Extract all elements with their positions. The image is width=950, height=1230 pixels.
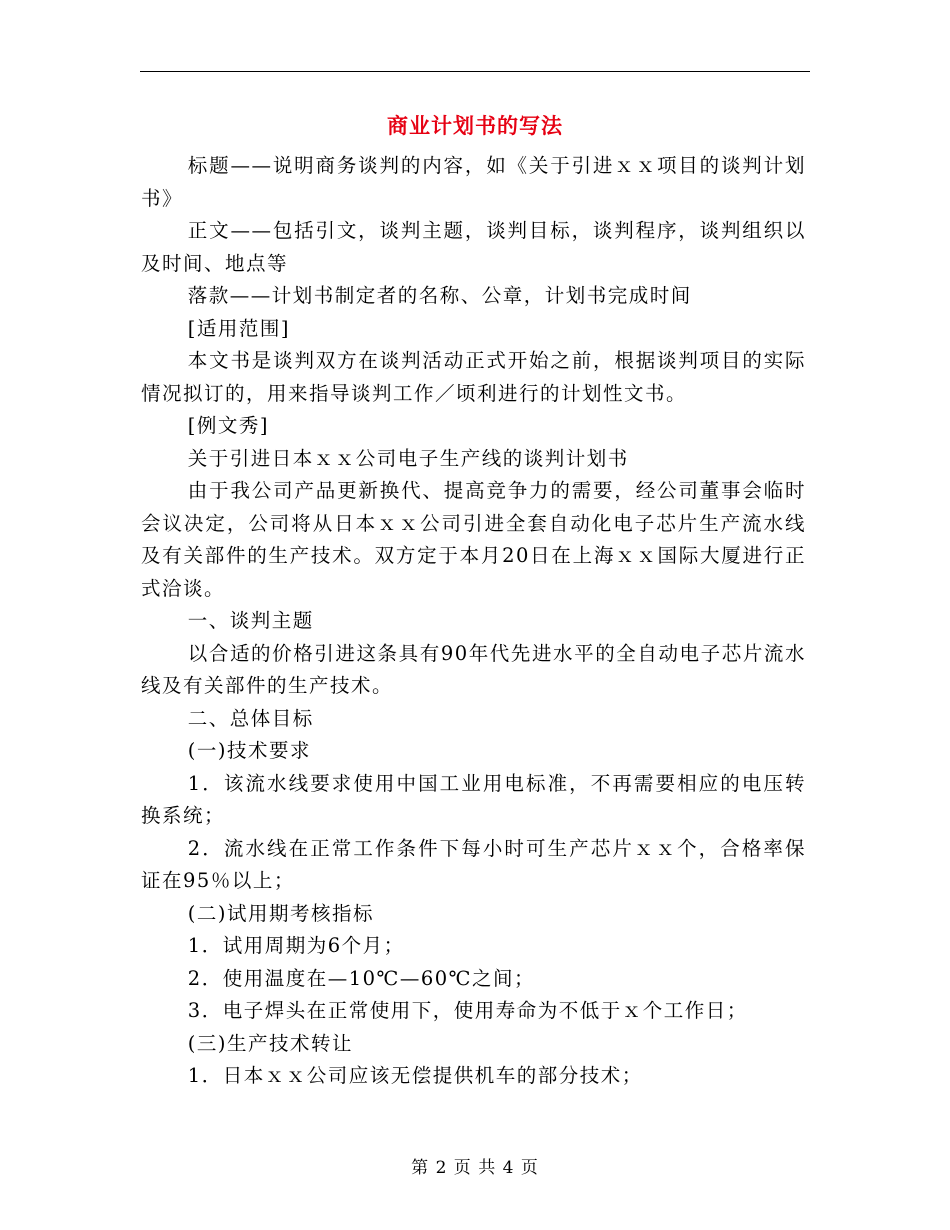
paragraph: 二、总体目标: [187, 706, 314, 730]
paragraph: 1．试用周期为6个月；: [187, 934, 405, 957]
paragraph: 由于我公司产品更新换代、提高竞争力的需要，经公司董事会临时会议决定，公司将从日本ｘｘ公司引进全套自动化电子芯片生产流水线及有关部件的生产技术。双方定于本月20日在上海ｘｘ国际大厦进行正式洽谈。: [141, 479, 806, 600]
paragraph: [例文秀]: [187, 414, 270, 437]
page-number: 第 2 页 共 4 页: [411, 1158, 539, 1178]
paragraph: 本文书是谈判双方在谈判活动正式开始之前，根据谈判项目的实际情况拟订的，用来指导谈判工作／顷利进行的计划性文书。: [141, 349, 806, 405]
paragraph: 1．日本ｘｘ公司应该无偿提供机车的部分技术；: [187, 1064, 643, 1087]
paragraph: 2．流水线在正常工作条件下每小时可生产芯片ｘｘ个，合格率保证在95％以上；: [141, 836, 806, 892]
paragraph: 落款——计划书制定者的名称、公章，计划书完成时间: [187, 284, 692, 307]
paragraph: 3．电子焊头在正常使用下，使用寿命为不低于ｘ个工作日；: [187, 999, 748, 1022]
paragraph: [适用范围]: [187, 316, 291, 340]
document-body: [141, 150, 806, 1093]
header-rule: [140, 71, 810, 72]
paragraph: (三)生产技术转让: [187, 1031, 354, 1055]
paragraph: 标题——说明商务谈判的内容，如《关于引进ｘｘ项目的谈判计划书》: [141, 154, 806, 210]
paragraph: 关于引进日本ｘｘ公司电子生产线的谈判计划书: [187, 446, 629, 470]
paragraph: 正文——包括引文，谈判主题，谈判目标，谈判程序，谈判组织以及时间、地点等: [141, 219, 806, 275]
paragraph: (一)技术要求: [187, 739, 312, 762]
document-title: 商业计划书的写法: [387, 113, 563, 138]
paragraph: 2．使用温度在—10℃—60℃之间；: [187, 966, 535, 990]
paragraph: 1．该流水线要求使用中国工业用电标准，不再需要相应的电压转换系统；: [141, 771, 806, 827]
paragraph: 一、谈判主题: [187, 609, 314, 632]
paragraph: (二)试用期考核指标: [187, 901, 375, 925]
paragraph: 以合适的价格引进这条具有90年代先进水平的全自动电子芯片流水线及有关部件的生产技术。: [141, 641, 806, 697]
